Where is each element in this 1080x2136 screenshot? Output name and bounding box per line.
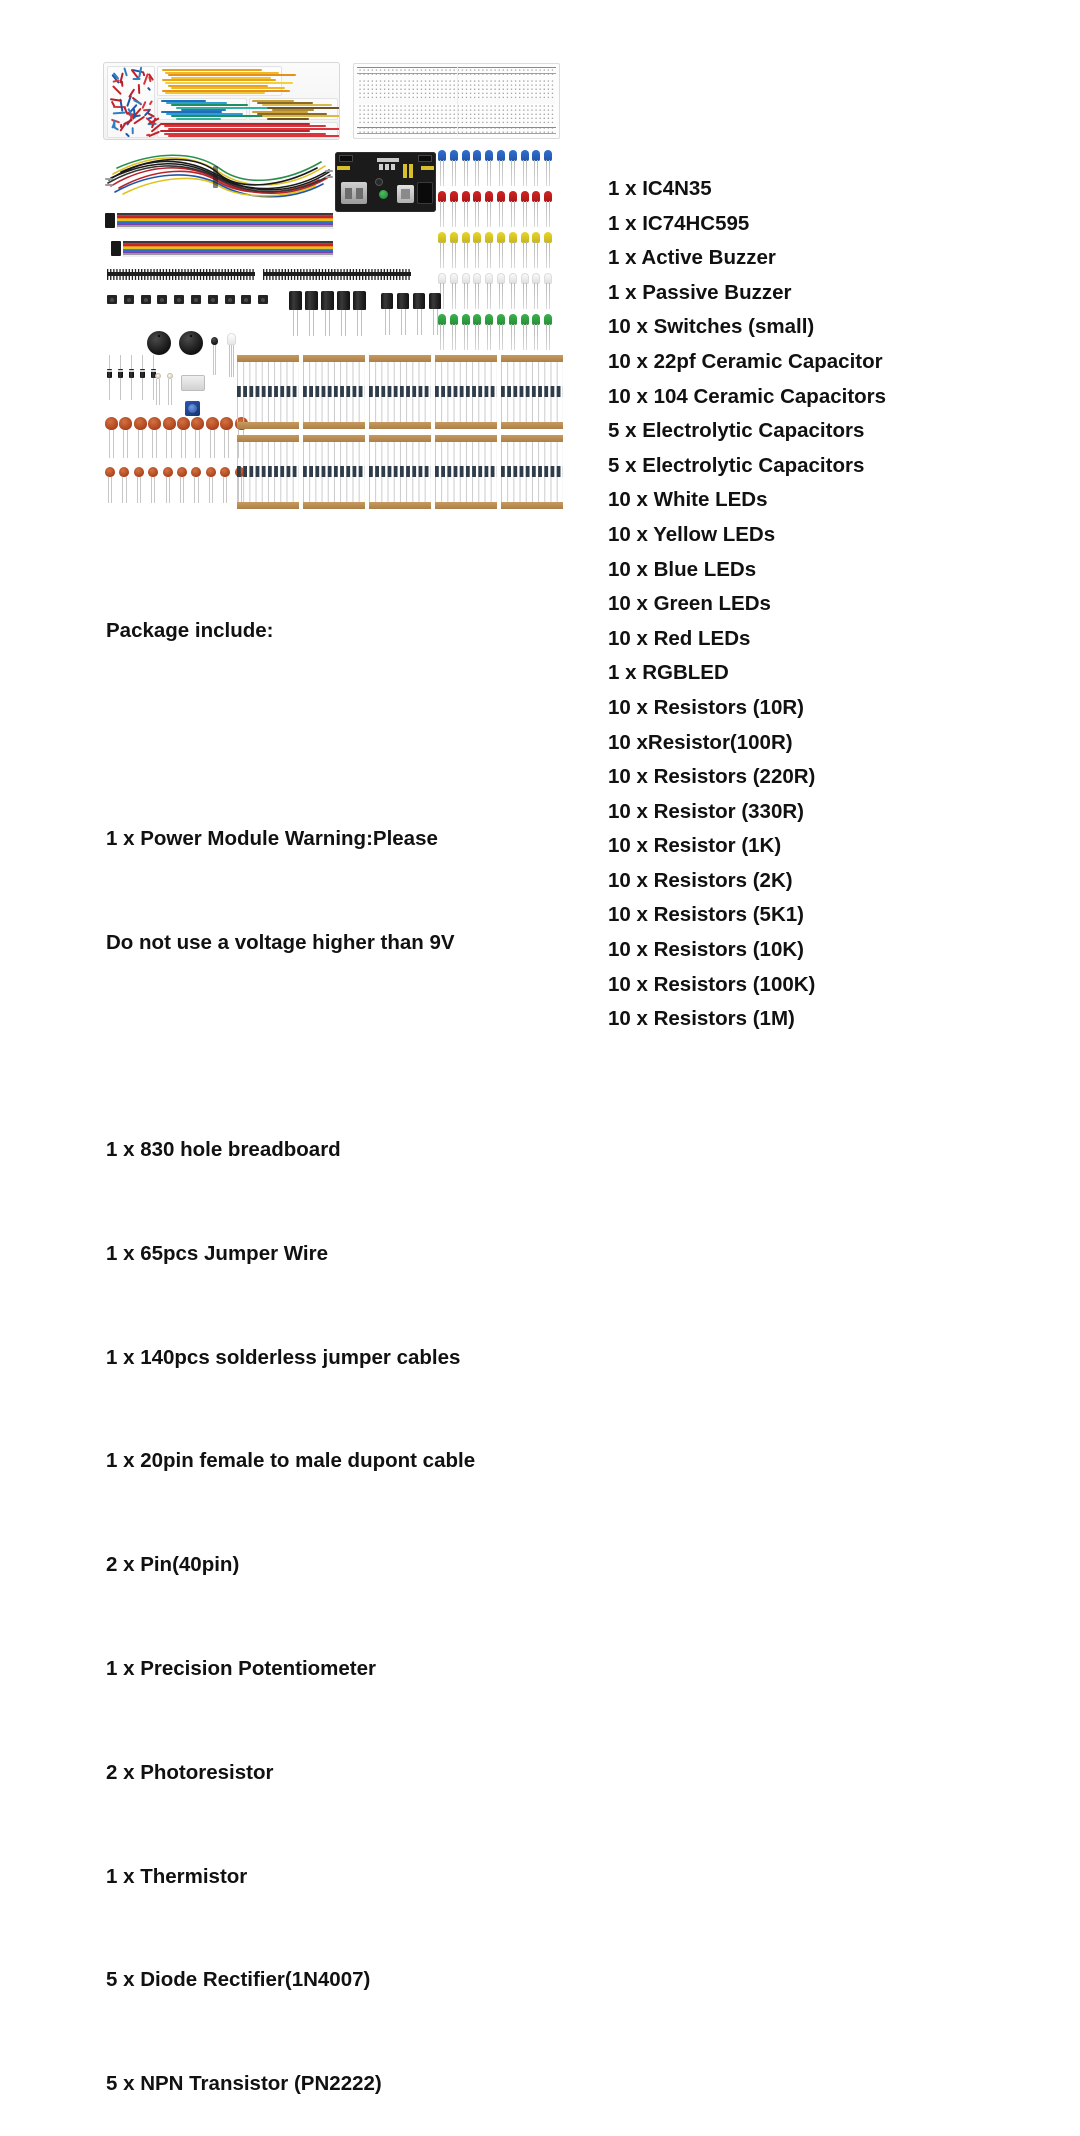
led bbox=[544, 232, 552, 268]
right-item: 10 x Resistor (1K) bbox=[608, 834, 782, 858]
led bbox=[509, 273, 517, 309]
right-item: 10 x Resistor (330R) bbox=[608, 799, 804, 823]
left-spacer-2 bbox=[106, 1029, 475, 1064]
tactile-switch bbox=[157, 295, 167, 304]
led bbox=[532, 191, 540, 227]
blue-led-row bbox=[438, 150, 556, 190]
thermistor bbox=[211, 337, 218, 375]
led bbox=[532, 273, 540, 309]
resistor-bandolier-grid bbox=[237, 355, 563, 515]
product-photo bbox=[103, 55, 563, 515]
right-item: 10 x Resistors (2K) bbox=[608, 868, 793, 892]
tactile-switch bbox=[107, 295, 117, 304]
power-module-warning-line-1: 1 x Power Module Warning:Please bbox=[106, 826, 438, 850]
led bbox=[509, 191, 517, 227]
ceramic-capacitor-row-104 bbox=[105, 417, 251, 457]
precision-potentiometer bbox=[185, 401, 200, 416]
dupont-connector bbox=[105, 213, 115, 228]
led bbox=[544, 273, 552, 309]
yellow-led-row bbox=[438, 232, 556, 272]
left-item: 1 x 65pcs Jumper Wire bbox=[106, 1241, 329, 1265]
right-item: 10 x White LEDs bbox=[608, 488, 768, 512]
ceramic-capacitor bbox=[206, 417, 219, 458]
package-include-heading: Package include: bbox=[106, 619, 274, 643]
ribbon-dupont-cable-1 bbox=[105, 213, 333, 229]
right-item: 1 x Passive Buzzer bbox=[608, 280, 792, 304]
electrolytic-capacitor bbox=[381, 293, 393, 335]
led bbox=[485, 150, 493, 186]
ceramic-capacitor bbox=[119, 467, 129, 503]
right-item: 10 xResistor(100R) bbox=[608, 730, 793, 754]
right-item: 10 x Green LEDs bbox=[608, 592, 771, 616]
left-item: 5 x Diode Rectifier(1N4007) bbox=[106, 1968, 371, 1992]
tactile-switch bbox=[241, 295, 251, 304]
diode-rectifier bbox=[129, 369, 134, 378]
led bbox=[521, 191, 529, 227]
tactile-switch bbox=[208, 295, 218, 304]
electrolytic-capacitor-group-small bbox=[381, 293, 445, 337]
power-supply-module bbox=[335, 152, 436, 212]
right-item: 5 x Electrolytic Capacitors bbox=[608, 419, 865, 443]
right-item: 10 x Resistors (10R) bbox=[608, 695, 804, 719]
led bbox=[497, 232, 505, 268]
right-item: 10 x Resistors (100K) bbox=[608, 972, 816, 996]
photoresistor-2 bbox=[167, 373, 173, 405]
led bbox=[509, 232, 517, 268]
resistor-bandolier bbox=[435, 435, 497, 509]
led bbox=[509, 150, 517, 186]
led bbox=[462, 150, 470, 186]
led bbox=[438, 232, 446, 268]
tactile-switch bbox=[191, 295, 201, 304]
right-item: 10 x Resistors (1M) bbox=[608, 1007, 795, 1031]
right-item: 5 x Electrolytic Capacitors bbox=[608, 453, 865, 477]
diode-rectifier bbox=[140, 369, 145, 378]
left-spacer-1 bbox=[106, 718, 475, 753]
electrolytic-capacitor bbox=[397, 293, 409, 335]
electrolytic-capacitor bbox=[289, 291, 302, 336]
resistor-bandolier bbox=[237, 435, 299, 509]
led bbox=[521, 273, 529, 309]
tactile-switch bbox=[258, 295, 268, 304]
led bbox=[473, 150, 481, 186]
electrolytic-capacitor bbox=[429, 293, 441, 335]
left-item: 1 x Precision Potentiometer bbox=[106, 1657, 377, 1680]
left-item: 1 x 140pcs solderless jumper cables bbox=[106, 1345, 461, 1369]
ceramic-capacitor-row-22pf bbox=[105, 467, 251, 505]
ribbon-strand bbox=[117, 227, 333, 229]
tactile-switch bbox=[124, 295, 134, 304]
ceramic-capacitor bbox=[191, 467, 201, 503]
breadboard-830-hole bbox=[353, 63, 560, 139]
led bbox=[462, 232, 470, 268]
led bbox=[473, 273, 481, 309]
ceramic-capacitor bbox=[148, 417, 161, 458]
led bbox=[450, 150, 458, 186]
pin-header-strip-1 bbox=[107, 269, 255, 280]
led bbox=[497, 314, 505, 350]
led bbox=[521, 232, 529, 268]
right-item: 10 x Resistors (10K) bbox=[608, 938, 804, 962]
ceramic-capacitor bbox=[206, 467, 216, 503]
ceramic-capacitor bbox=[220, 417, 233, 458]
led bbox=[450, 314, 458, 350]
electrolytic-capacitor bbox=[321, 291, 334, 336]
right-item: 10 x Resistors (5K1) bbox=[608, 903, 804, 927]
electrolytic-capacitor bbox=[413, 293, 425, 335]
tactile-switch bbox=[174, 295, 184, 304]
ic-chip bbox=[181, 375, 205, 391]
led bbox=[462, 191, 470, 227]
right-text-column bbox=[608, 172, 886, 1037]
led bbox=[485, 314, 493, 350]
left-item: 2 x Photoresistor bbox=[106, 1760, 274, 1784]
flexible-jumper-wire-bundle bbox=[105, 150, 333, 204]
electrolytic-capacitor bbox=[305, 291, 318, 336]
pin-header-strip-2 bbox=[263, 269, 411, 280]
right-item: 10 x 104 Ceramic Capacitors bbox=[608, 384, 887, 408]
led bbox=[485, 191, 493, 227]
right-item: 1 x RGBLED bbox=[608, 661, 729, 685]
right-item: 10 x 22pf Ceramic Capacitor bbox=[608, 349, 883, 373]
tactile-switch bbox=[141, 295, 151, 304]
resistor-bandolier bbox=[435, 355, 497, 429]
led bbox=[521, 314, 529, 350]
resistor-bandolier bbox=[303, 435, 365, 509]
left-item: 5 x NPN Transistor (PN2222) bbox=[106, 2072, 382, 2096]
led-columns bbox=[438, 150, 556, 355]
tactile-switch bbox=[225, 295, 235, 304]
right-item: 10 x Switches (small) bbox=[608, 315, 815, 339]
led bbox=[497, 150, 505, 186]
led bbox=[509, 314, 517, 350]
diode-rectifier bbox=[107, 369, 112, 378]
led bbox=[497, 273, 505, 309]
ceramic-capacitor bbox=[105, 467, 115, 503]
led bbox=[450, 191, 458, 227]
ribbon-dupont-cable-2 bbox=[105, 241, 333, 257]
ceramic-capacitor bbox=[191, 417, 204, 458]
ceramic-capacitor bbox=[148, 467, 158, 503]
right-item: 10 x Red LEDs bbox=[608, 626, 751, 650]
led bbox=[438, 191, 446, 227]
led bbox=[521, 150, 529, 186]
diode-rectifier bbox=[118, 369, 123, 378]
left-text-column bbox=[106, 545, 475, 2136]
ceramic-capacitor bbox=[134, 417, 147, 458]
right-item: 10 x Blue LEDs bbox=[608, 557, 757, 581]
electrolytic-capacitor-group-large bbox=[289, 291, 369, 337]
led bbox=[532, 232, 540, 268]
photoresistor-1 bbox=[155, 373, 161, 405]
led bbox=[485, 273, 493, 309]
ceramic-capacitor bbox=[134, 467, 144, 503]
left-item: 1 x 830 hole breadboard bbox=[106, 1138, 341, 1162]
resistor-bandolier bbox=[501, 435, 563, 509]
led bbox=[450, 273, 458, 309]
jumper-wire-tray bbox=[103, 62, 340, 140]
resistor-bandolier bbox=[369, 355, 431, 429]
ceramic-capacitor bbox=[177, 467, 187, 503]
rgb-led bbox=[227, 333, 236, 377]
led bbox=[450, 232, 458, 268]
led bbox=[544, 150, 552, 186]
right-item: 1 x Active Buzzer bbox=[608, 246, 776, 270]
resistor-bandolier bbox=[237, 355, 299, 429]
led bbox=[532, 150, 540, 186]
led bbox=[462, 314, 470, 350]
resistor-bandolier bbox=[369, 435, 431, 509]
ceramic-capacitor bbox=[177, 417, 190, 458]
led bbox=[497, 191, 505, 227]
electrolytic-capacitor bbox=[337, 291, 350, 336]
tactile-switch-row bbox=[107, 295, 277, 307]
left-item: 1 x 20pin female to male dupont cable bbox=[106, 1449, 476, 1473]
ribbon-strand bbox=[123, 255, 333, 257]
ceramic-capacitor bbox=[119, 417, 132, 458]
led bbox=[473, 232, 481, 268]
right-item: 1 x IC4N35 bbox=[608, 177, 712, 200]
left-item: 1 x Thermistor bbox=[106, 1864, 248, 1888]
right-item: 10 x Yellow LEDs bbox=[608, 522, 776, 546]
right-item: 1 x IC74HC595 bbox=[608, 211, 750, 235]
ceramic-capacitor bbox=[163, 467, 173, 503]
dupont-connector bbox=[111, 241, 121, 256]
led bbox=[462, 273, 470, 309]
resistor-bandolier bbox=[303, 355, 365, 429]
green-led-row bbox=[438, 314, 556, 354]
left-item: 2 x Pin(40pin) bbox=[106, 1553, 240, 1577]
resistor-bandolier bbox=[501, 355, 563, 429]
right-item: 10 x Resistors (220R) bbox=[608, 765, 816, 789]
led bbox=[532, 314, 540, 350]
red-led-row bbox=[438, 191, 556, 231]
ceramic-capacitor bbox=[220, 467, 230, 503]
passive-buzzer bbox=[179, 331, 203, 355]
led bbox=[485, 232, 493, 268]
led bbox=[473, 191, 481, 227]
led bbox=[544, 191, 552, 227]
power-module-warning-line-2: Do not use a voltage higher than 9V bbox=[106, 930, 455, 954]
led bbox=[544, 314, 552, 350]
electrolytic-capacitor bbox=[353, 291, 366, 336]
led bbox=[438, 150, 446, 186]
white-led-row bbox=[438, 273, 556, 313]
ceramic-capacitor bbox=[163, 417, 176, 458]
ceramic-capacitor bbox=[105, 417, 118, 458]
active-buzzer bbox=[147, 331, 171, 355]
led bbox=[473, 314, 481, 350]
